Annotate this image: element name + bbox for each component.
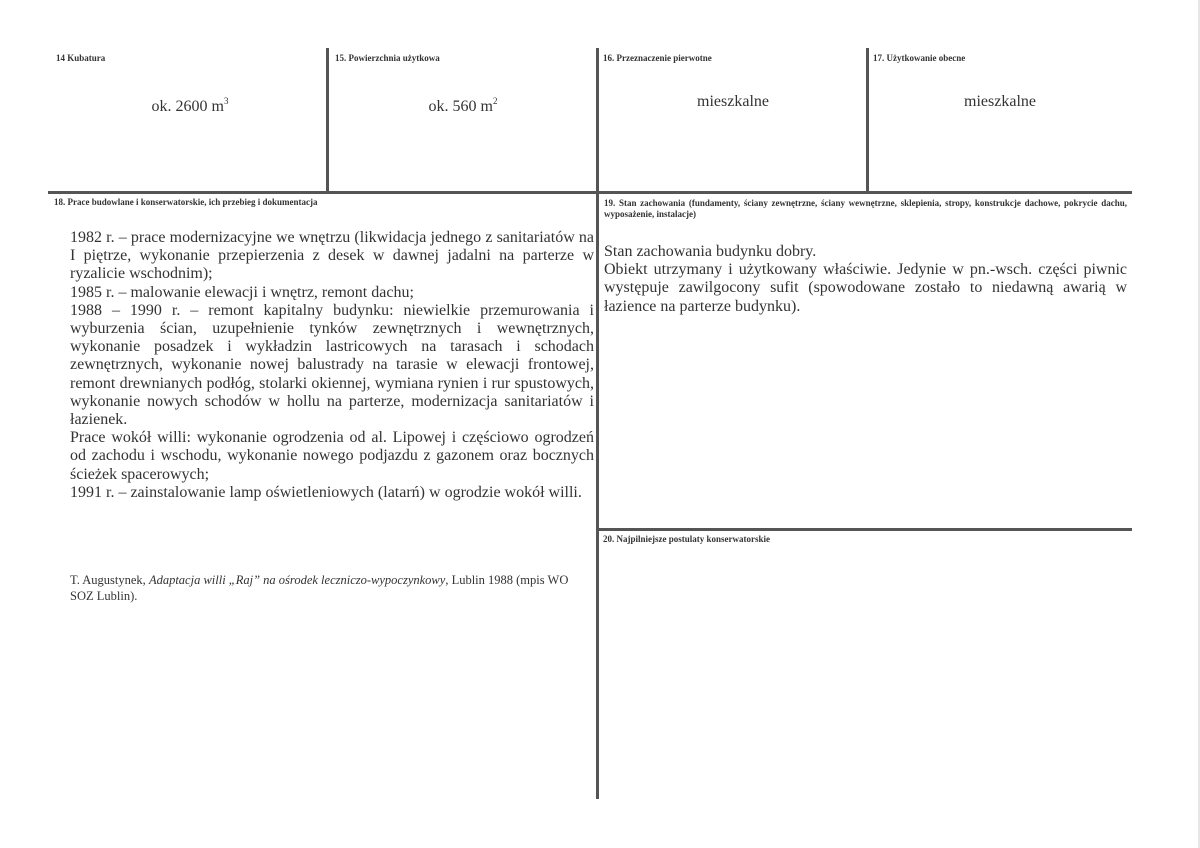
field-16-value: mieszkalne	[697, 93, 769, 110]
field-18-paragraph: 1988 – 1990 r. – remont kapitalny budynku: niewielkie przemurowania i wyburzenia ścian, uzupełnienie tynków zewnętrznych i wewnętrznych, wykonanie posadzek i wykładzin lastricowych na tarasach i schodach zewnętrznych, wykonanie nowej balustrady na tarasie w elewacji frontowej, remont drewnianych podłóg, stolarki okiennej, wymiana rynien i rur spustowych, wykonanie nowych schodów w hollu na parterze, modernizacja sanitariatów i łazienek.	[70, 301, 594, 429]
citation-details: , Lublin 1988 (mpis WO SOZ Lublin).	[70, 573, 569, 603]
field-14-value-text: ok. 2600 m	[151, 98, 224, 115]
citation-author: T. Augustynek,	[70, 573, 149, 587]
field-19-paragraph: Obiekt utrzymany i użytkowany właściwie. Jedynie w pn.-wsch. części piwnic występuje zawilgocony sufit (spowodowane zostało to niedawną awarią w łazience na parterze budynku).	[604, 261, 1127, 315]
field-18-citation	[70, 572, 590, 604]
divider-19-20	[596, 528, 1132, 531]
divider-14-15	[326, 48, 329, 193]
field-18-paragraph: 1985 r. – malowanie elewacji i wnętrz, remont dachu;	[70, 283, 414, 301]
field-18-content	[70, 229, 594, 502]
field-18-label: 18. Prace budowlane i konserwatorskie, ich przebieg i dokumentacja	[54, 197, 318, 207]
divider-15-16	[596, 48, 599, 193]
field-19-label: 19. Stan zachowania (fundamenty, ściany zewnętrzne, ściany wewnętrzne, sklepienia, stropy, konstrukcje dachowe, pokrycie dachu, wyposażenie, instalacje)	[604, 198, 1127, 219]
divider-top-row	[48, 191, 1132, 194]
field-16-label: 16. Przeznaczenie pierwotne	[603, 53, 712, 63]
field-17-label: 17. Użytkowanie obecne	[873, 53, 966, 63]
field-17-value: mieszkalne	[964, 93, 1036, 110]
citation-title: Adaptacja willi „Raj” na ośrodek leczniczo-wypoczynkowy	[148, 573, 446, 587]
field-14-label: 14 Kubatura	[56, 53, 106, 63]
field-18-paragraph: 1991 r. – zainstalowanie lamp oświetleniowych (latarń) w ogrodzie wokół willi.	[70, 483, 582, 501]
field-15-label: 15. Powierzchnia użytkowa	[335, 53, 440, 63]
field-15-value	[330, 98, 596, 116]
field-18-paragraph: Prace wokół willi: wykonanie ogrodzenia od al. Lipowej i częściowo ogrodzeń od zachodu i wschodu, wykonanie nowego podjazdu z gazonem oraz bocznych ścieżek spacerowych;	[70, 429, 594, 483]
field-14-value	[56, 98, 324, 116]
divider-16-17	[866, 48, 869, 193]
field-18-paragraph: 1982 r. – prace modernizacyjne we wnętrzu (likwidacja jednego z sanitariatów na I piętrze, wykonanie przepierzenia z desek w dawnej jadalni na parterze w ryzalicie wschodnim);	[70, 229, 594, 283]
field-19-paragraph: Stan zachowania budynku dobry.	[604, 243, 817, 260]
field-20-label: 20. Najpilniejsze postulaty konserwatorskie	[603, 534, 770, 544]
field-15-value-exponent: 2	[492, 96, 498, 106]
field-19-content	[604, 243, 1127, 316]
field-14-value-exponent: 3	[223, 96, 229, 106]
divider-center-column	[596, 191, 599, 799]
field-15-value-text: ok. 560 m	[428, 98, 493, 115]
